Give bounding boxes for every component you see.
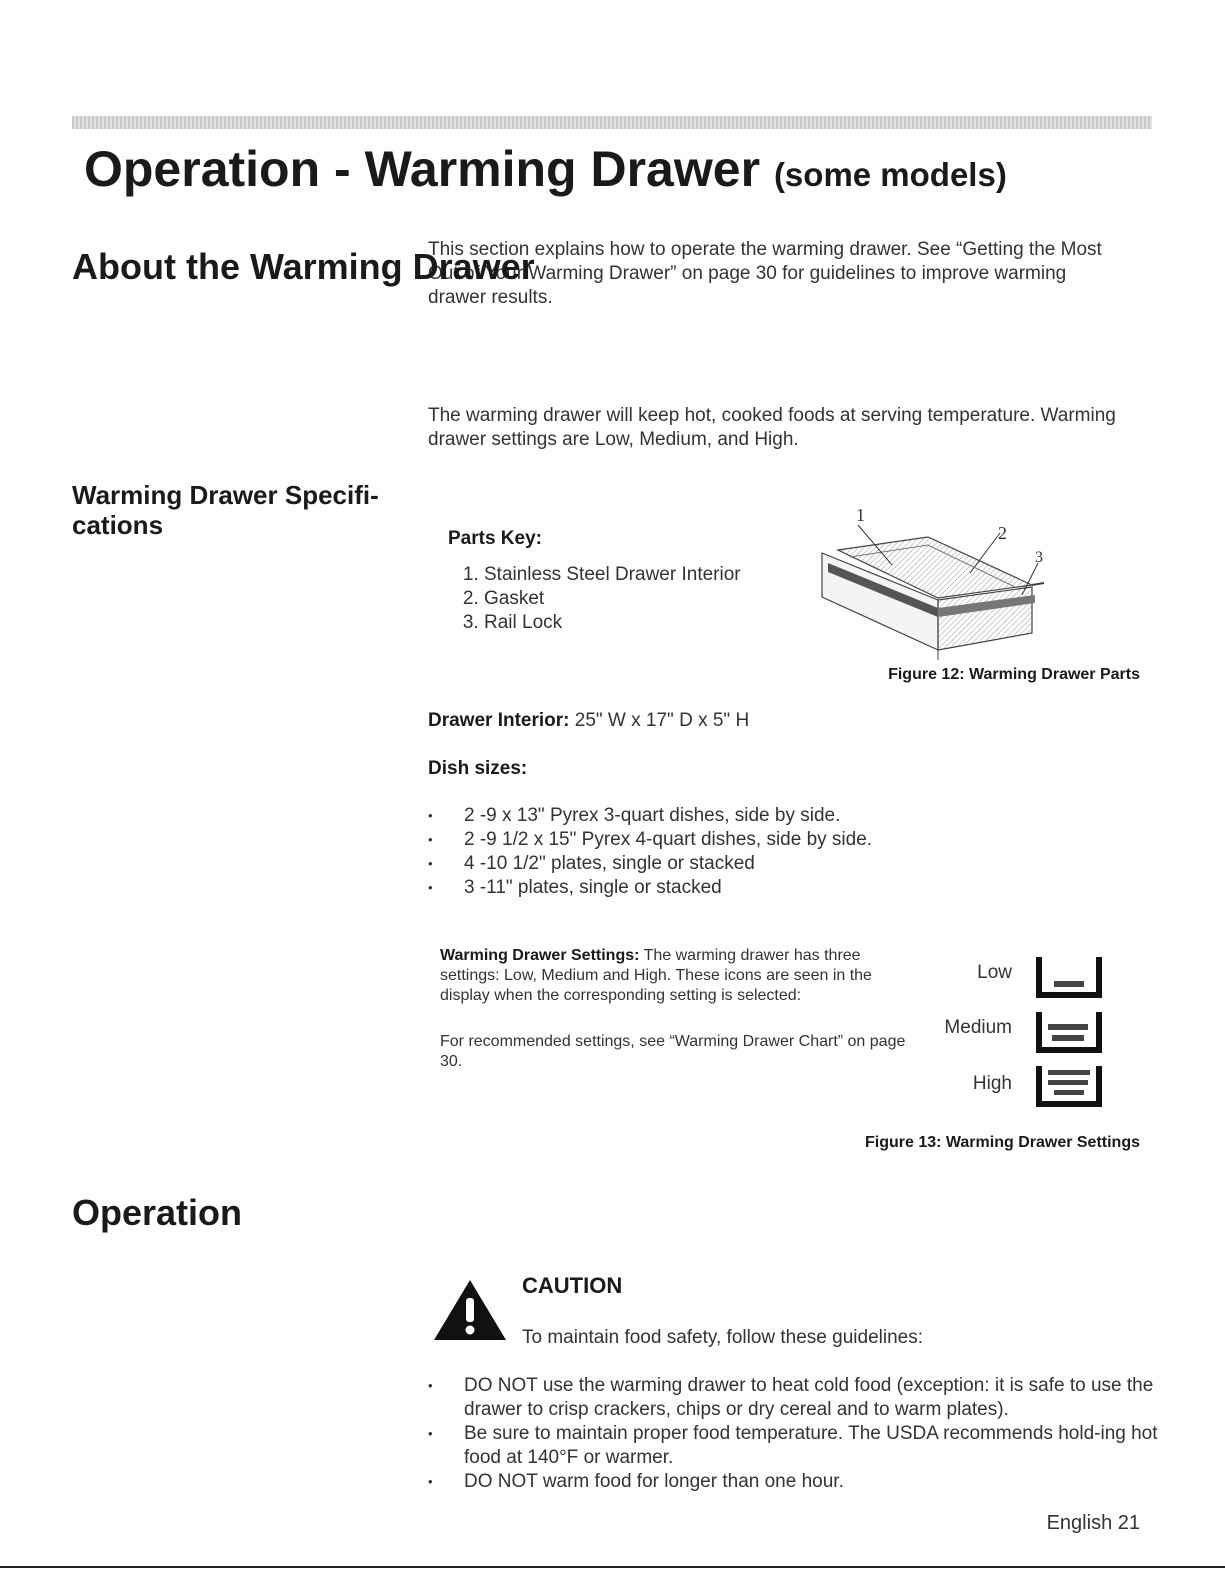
settings-text: The warming drawer has three settings: Low, Medium and High. These icons are seen in the display when the corresponding setting is selected: bbox=[440, 947, 872, 1004]
parts-list-item: 2. Gasket bbox=[484, 587, 814, 611]
setting-medium-icon bbox=[1034, 1010, 1104, 1055]
page-title-main: Operation - Warming Drawer bbox=[84, 141, 761, 197]
drawer-interior-value: 25" W x 17" D x 5" H bbox=[574, 710, 750, 731]
drawer-interior-label: Drawer Interior: bbox=[428, 710, 570, 731]
footer-rule bbox=[0, 1566, 1225, 1568]
dish-sizes-label: Dish sizes: bbox=[428, 758, 528, 779]
setting-low-icon bbox=[1034, 955, 1104, 1000]
list-item: • 2 -9 1/2 x 15" Pyrex 4-quart dishes, side by side. bbox=[464, 828, 1024, 852]
header-rule bbox=[72, 116, 1152, 129]
callout-number: 2 bbox=[998, 523, 1007, 543]
parts-key-label: Parts Key: bbox=[448, 528, 542, 549]
list-item: • Be sure to maintain proper food temperature. The USDA recommends hold-ing hot food at 140°F or warmer. bbox=[464, 1422, 1176, 1470]
about-paragraph: The warming drawer will keep hot, cooked foods at serving temperature. Warming drawer settings are Low, Medium, and High. bbox=[428, 405, 1116, 450]
page-title-sub: (some models) bbox=[773, 156, 1007, 193]
callout-number: 1 bbox=[856, 505, 865, 525]
setting-label-high: High bbox=[972, 1073, 1012, 1094]
figure-13-caption: Figure 13: Warming Drawer Settings bbox=[864, 1134, 1140, 1151]
about-heading: About the Warming Drawer bbox=[72, 246, 535, 287]
page-number: English 21 bbox=[1046, 1512, 1140, 1534]
settings-description bbox=[440, 946, 920, 1006]
dish-sizes-list bbox=[428, 804, 1024, 900]
drawer-interior-spec bbox=[428, 710, 749, 732]
callout-number: 3 bbox=[1035, 549, 1043, 566]
intro-paragraph: This section explains how to operate the warming drawer. See “Getting the Most Out of Your Warming Drawer” on page 30 for guidelines to improve warming drawer results. bbox=[428, 239, 1102, 308]
warming-drawer-illustration bbox=[810, 505, 1060, 665]
list-item: • DO NOT use the warming drawer to heat cold food (exception: it is safe to use the drawer to crisp crackers, chips or dry cereal and to warm plates). bbox=[464, 1374, 1176, 1422]
caution-title: CAUTION bbox=[522, 1273, 623, 1298]
settings-recommendation: For recommended settings, see “Warming Drawer Chart” on page 30. bbox=[440, 1033, 906, 1070]
settings-label: Warming Drawer Settings: bbox=[440, 947, 640, 964]
setting-label-low: Low bbox=[977, 962, 1012, 983]
list-item: • DO NOT warm food for longer than one hour. bbox=[464, 1470, 1176, 1494]
specs-heading: Warming Drawer Specifi-cations bbox=[72, 480, 379, 540]
caution-rules-list bbox=[428, 1374, 1176, 1494]
list-item: • 3 -11" plates, single or stacked bbox=[464, 876, 1024, 900]
parts-list-item: 3. Rail Lock bbox=[484, 611, 814, 635]
page-title bbox=[84, 140, 1007, 198]
list-item: • 2 -9 x 13" Pyrex 3-quart dishes, side by side. bbox=[464, 804, 1024, 828]
caution-warning-icon bbox=[432, 1278, 508, 1342]
setting-high-icon bbox=[1034, 1064, 1104, 1109]
setting-label-medium: Medium bbox=[944, 1017, 1012, 1038]
caution-text: To maintain food safety, follow these guidelines: bbox=[522, 1327, 923, 1348]
list-item: • 4 -10 1/2" plates, single or stacked bbox=[464, 852, 1024, 876]
figure-12-caption: Figure 12: Warming Drawer Parts bbox=[888, 666, 1140, 683]
parts-list-item: 1. Stainless Steel Drawer Interior bbox=[484, 563, 814, 587]
parts-list bbox=[448, 563, 814, 635]
operation-heading: Operation bbox=[72, 1192, 243, 1233]
